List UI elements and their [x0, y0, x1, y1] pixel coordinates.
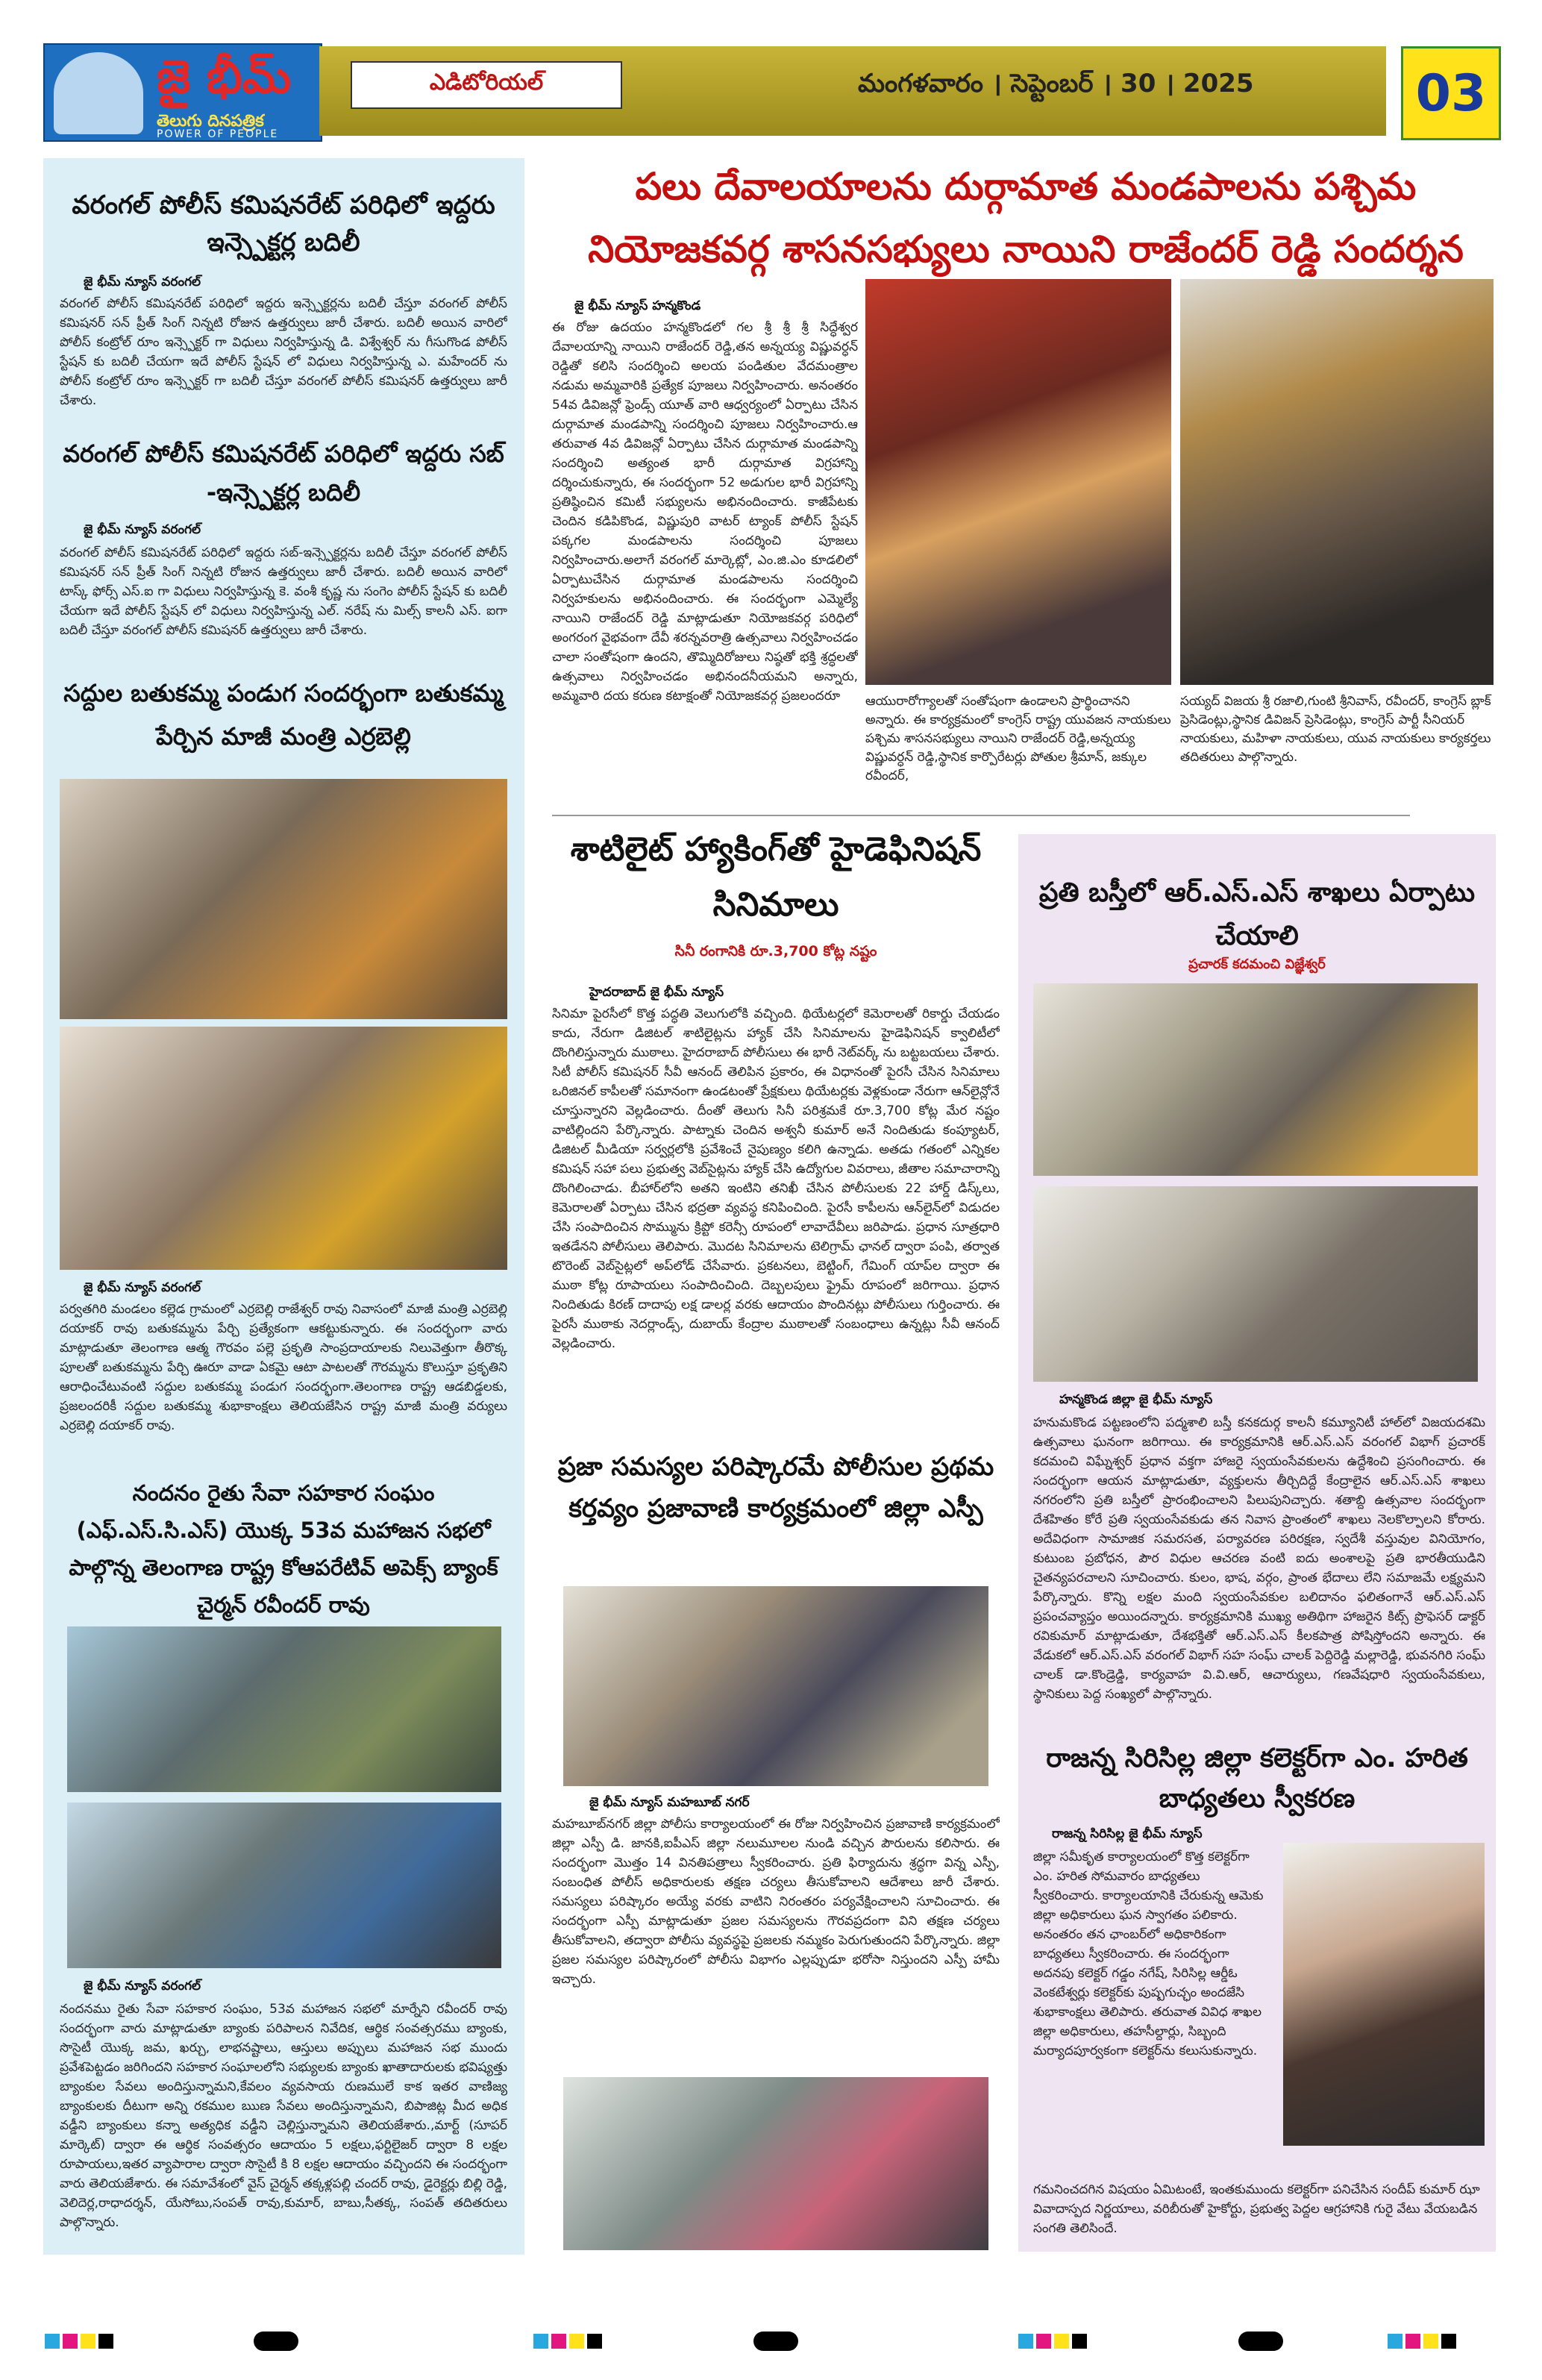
- masthead-title: జై భీమ్: [157, 49, 292, 104]
- masthead: [43, 43, 322, 142]
- photo-caption: ఆయురారోగ్యాలతో సంతోషంగా ఉండాలని ప్రార్థించానని అన్నారు. ఈ కార్యక్రమంలో కాంగ్రెస్ రాష్ట్ర యువజన నాయకులు పశ్చిమ శాసనసభ్యులు నాయిని రాజేందర్ రెడ్డి,అన్నయ్య విష్ణువర్ధన్ రెడ్డి,స్థానిక కార్పొరేటర్లు పోతుల శ్రీమాన్, జక్కుల రవీందర్,: [865, 694, 1171, 783]
- headline-prajavani: ప్రజా సమస్యల పరిష్కారమే పోలీసుల ప్రథమ కర్తవ్యం ప్రజావాణి కార్యక్రమంలో జిల్లా ఎస్పీ: [557, 1452, 994, 1523]
- photo-rss-speaker: [1033, 983, 1478, 1176]
- subheadline: సినీ రంగానికి రూ.3,700 కోట్ల నష్టం: [674, 943, 877, 959]
- headline-si-transfer: వరంగల్ పోలీస్ కమిషనరేట్ పరిధిలో ఇద్దరు సబ్ -ఇన్స్పెక్టర్ల బదిలీ: [63, 439, 504, 507]
- byline: జై భీమ్ న్యూస్ హన్మకొండ: [574, 298, 701, 313]
- headline-inspector-transfer: వరంగల్ పోలీస్ కమిషనరేట్ పరిధిలో ఇద్దరు ఇన్స్పెక్టర్ల బదిలీ: [72, 190, 495, 257]
- photo-rss-audience: [1033, 1186, 1478, 1382]
- photo-caption: సయ్యద్ విజయ శ్రీ రజాలి,గుంటి శ్రీనివాస్, రవీందర్, కాంగ్రెస్ బ్లాక్ ప్రెసిడెంట్లు,స్థానిక డివిజన్ ప్రెసిడెంట్లు, కాంగ్రెస్ పార్టీ సీనియర్ నాయకులు, మహిళా నాయకులు, యువ నాయకులు కార్యకర్తలు తదితరులు పాల్గొన్నారు.: [1180, 694, 1491, 765]
- photo-cooperative-1: [67, 1626, 501, 1792]
- photo-durga-idol: [865, 279, 1171, 685]
- article-body: నందనము రైతు సేవా సహకార సంఘం, 53వ మహాజన సభలో మార్నేని రవీందర్ రావు సందర్భంగా వారు మాట్లాడుతూ బ్యాంకు పరిపాలన నివేదిక, ఆర్థిక సంవత్సరము బ్యాంకు, సొసైటీ యొక్క జమ, ఖర్చు, లాభనష్టాలు, ఆస్తులు అప్పులు మహాజన సభ ముందు ప్రవేశపెట్టడం జరిగిందని సహకార సంఘాలలోని సభ్యులకు బ్యాంకు ఖాతాదారులకు భవిష్యత్తు బ్యాంకుల సేవలు అందిస్తున్నామని,కేవలం వ్యవసాయ రుణములే కాక ఇతర వాణిజ్య బ్యాంకులకు దీటుగా అన్ని రకముల ఋణ సేవలు అందిస్తున్నామని, బిపాజిట్ల మీద అధిక వడ్డీని బ్యాంకులు కన్నా అత్యధిక వడ్డీని చెల్లిస్తున్నామని తెలియజేశారు.,మార్ట్ (సూపర్ మార్కెట్) ద్వారా ఈ ఆర్థిక సంవత్సరం ఆదాయం 5 లక్షలు,ఫర్టిలైజర్ ద్వారా 8 లక్షల రూపాయలు,ఇతర వ్యాపారాల ద్వారా సొసైటీ కి 8 లక్షల ఆదాయం వచ్చిందని ఈ సందర్భంగా వారు తెలియజేశారు. ఈ సమావేశంలో వైస్ చైర్మన్ తక్కళ్లపల్లి చందర్ రావు, డైరెక్టర్లు బిల్లి రెడ్డి, వెలిదెర్ల,రాధాదర్శన్, యేసోబు,సంపత్ రావు,కుమార్, బాబు,సీతక్క, సంపత్ తదితరులు పాల్గొన్నారు.: [60, 2002, 507, 2230]
- article-body: పర్వతగిరి మండలం కల్లెడ గ్రామంలో ఎర్రబెల్లి రాజేశ్వర్ రావు నివాసంలో మాజీ మంత్రి ఎర్రబెల్లి దయాకర్ రావు బతుకమ్మను పేర్చి ప్రత్యేకంగా ఆకట్టుకున్నారు. ఈ సందర్భంగా వారు మాట్లాడుతూ తెలంగాణ ఆత్మ గౌరవం పల్లె ప్రకృతి సాంప్రదాయాలకు నిలువెత్తుగా తీరొక్క పూలతో బతుకమ్మను పేర్చి ఊరూ వాడా ఏకమై ఆటా పాటలతో గౌరమ్మను కొలుస్తూ ప్రకృతిని ఆరాధించేటువంటి సద్దుల బతుకమ్మ పండుగ సందర్భంగా.తెలంగాణ రాష్ట్ర ఆడబిడ్డలకు, ప్రజలందరికీ సద్దుల బతుకమ్మ శుభాకాంక్షలు తెలియజేసిన రాష్ట్ర మాజీ మంత్రి వర్యులు ఎర్రబెల్లి దయాకర్ రావు.: [60, 1302, 507, 1433]
- registration-pill: [254, 2332, 298, 2351]
- divider: [552, 815, 1410, 816]
- article-body: సినిమా పైరసీలో కొత్త పద్ధతి వెలుగులోకి వచ్చింది. థియేటర్లలో కెమెరాలతో రికార్డు చేయడం కాదు, నేరుగా డిజిటల్ శాటిలైట్లను హ్యాక్ చేసి సినిమాలను హైడెఫినిషన్ క్వాలిటీలో దొంగిలిస్తున్నారు ముఠాలు. హైదరాబాద్ పోలీసులు ఈ భారీ నెట్‌వర్క్ ను బట్టబయలు చేశారు. సిటీ పోలీస్ కమిషనర్ సీవీ ఆనంద్ తెలిపిన ప్రకారం, ఈ విధానంతో పైరసీ చేసిన సినిమాలు ఒరిజినల్ కాపీలతో సమానంగా ఉండటంతో ప్రేక్షకులు థియేటర్లకు వెళ్లకుండా నేరుగా ఆన్‌లైన్లోనే చూస్తున్నారని వెల్లడించారు. దీంతో తెలుగు సినీ పరిశ్రమకే రూ.3,700 కోట్ల మేర నష్టం వాటిల్లిందని పేర్కొన్నారు. పాట్నాకు చెందిన అశ్వనీ కుమార్ అనే నిందితుడు కంప్యూటర్, డిజిటల్ మీడియా సర్వర్లలోకి ప్రవేశించే నైపుణ్యం కలిగి ఉన్నాడు. అతడు గతంలో ఎన్నికల కమిషన్ సహా పలు ప్రభుత్వ వెబ్‌సైట్లను హ్యాక్ చేసి ఉద్యోగుల వివరాలు, జీతాల సమాచారాన్ని దొంగిలించాడు. బీహార్‌లోని అతని ఇంటిని తనిఖీ చేసిన పోలీసులకు 22 హార్డ్ డిస్క్‌లు, కెమెరాలతో ఏర్పాటు చేసిన భద్రతా వ్యవస్థ కనిపించింది. పైరసీ కాపీలను ఆన్‌లైన్‌లో విడుదల చేసి సంపాదించిన సొమ్మును క్రిప్టో కరెన్సీ రూపంలో లావాదేవీలు జరిపాడు. ప్రధాన సూత్రధారి ఇతడేనని పోలీసులు తెలిపారు. మొదట సినిమాలను టెలిగ్రామ్ ఛానల్ ద్వారా పంపి, తర్వాత టొరెంట్ వెబ్‌సైట్లలో అప్‌లోడ్ చేసేవారు. ప్రకటనలు, బెట్టింగ్, గేమింగ్ యాప్‌ల ద్వారా ఈ ముఠా కోట్ల రూపాయలు సంపాదించింది. దెబ్బలపులు ఫ్రైమ్ రూపంలో జరిగాయి. ప్రధాన నిందితుడు కిరణ్ దాదాపు లక్ష డాలర్ల వరకు ఆదాయం పొందినట్లు పోలీసులు గుర్తించారు. ఈ పైరసీ ముఠాకు నెదర్లాండ్స్, దుబాయ్ కేంద్రాల ముఠాలతో సంబంధాలు ఉన్నట్లు సీవీ ఆనంద్ వెల్లడించారు.: [552, 1006, 1000, 1351]
- headline-rss-branches: ప్రతి బస్తీలో ఆర్.ఎస్.ఎస్ శాఖలు ఏర్పాటు చేయాలి: [1038, 877, 1476, 951]
- article-body: జిల్లా సమీకృత కార్యాలయంలో కొత్త కలెక్టర్‌గా ఎం. హరిత సోమవారం బాధ్యతలు స్వీకరించారు. కార్యాలయానికి చేరుకున్న ఆమెకు జిల్లా అధికారులు ఘన స్వాగతం పలికారు. అనంతరం తన ఛాంబర్‌లో అధికారికంగా బాధ్యతలు స్వీకరించారు. ఈ సందర్భంగా అదనపు కలెక్టర్ గడ్డం నగేష్, సిరిసిల్ల ఆర్డీఓ వెంకటేశ్వర్లు కలెక్టర్‌కు పుష్పగుచ్ఛం అందజేసి శుభాకాంక్షలు తెలిపారు. తరువాత వివిధ శాఖల జిల్లా అధికారులు, తహసీల్దార్లు, సిబ్బంది మర్యాదపూర్వకంగా కలెక్టర్‌ను కలుసుకున్నారు.: [1033, 1850, 1264, 2058]
- article-body: మహబూబ్‌నగర్ జిల్లా పోలీసు కార్యాలయంలో ఈ రోజు నిర్వహించిన ప్రజావాణి కార్యక్రమంలో జిల్లా ఎస్పీ డి. జానకి,ఐపీఎస్ జిల్లా నలుమూలల నుండి వచ్చిన పౌరులను కలిసారు. ఈ సందర్భంగా మొత్తం 14 వినతిపత్రాలు స్వీకరించారు. ప్రతి ఫిర్యాదును శ్రద్ధగా విన్న ఎస్పీ, సంబంధిత పోలీస్ అధికారులకు తక్షణ చర్యలు తీసుకోవాలని ఆదేశాలు జారీ చేశారు. సమస్యలు పరిష్కారం అయ్యే వరకు వాటిని నిరంతరం పర్యవేక్షించాలని సూచించారు. ఈ సందర్భంగా ఎస్పీ మాట్లాడుతూ ప్రజల సమస్యలను గౌరవప్రదంగా విని తక్షణ చర్యలు తీసుకోవాలని, తద్వారా పోలీసు వ్యవస్థపై ప్రజలకు నమ్మకం పెరుగుతుందని పేర్కొన్నారు. జిల్లా ప్రజల సమస్యల పరిష్కారంలో పోలీసు విభాగం ఎల్లప్పుడూ భరోసా నిస్తుందని ఎస్పీ హామీ ఇచ్చారు.: [552, 1817, 1000, 1987]
- byline: జై భీమ్ న్యూస్ వరంగల్: [84, 275, 201, 289]
- byline: జై భీమ్ న్యూస్ వరంగల్: [84, 522, 201, 537]
- color-registration-marks: [1018, 2334, 1087, 2349]
- subheadline: ప్రచారక్ కదమంచి విజ్ఞేశ్వర్: [1188, 956, 1326, 972]
- masthead-tagline: POWER OF PEOPLE: [157, 128, 279, 140]
- photo-prajavani-2: [563, 2077, 988, 2250]
- photo-collector: [1283, 1843, 1485, 2146]
- byline: జై భీమ్ న్యూస్ వరంగల్: [84, 1979, 201, 1994]
- photo-prajavani-1: [563, 1586, 988, 1786]
- photo-cooperative-2: [67, 1803, 501, 1968]
- article-body: ఈ రోజు ఉదయం హన్మకొండలో గల శ్రీ శ్రీ శ్రీ సిద్ధేశ్వర దేవాలయాన్ని నాయిని రాజేందర్ రెడ్డి,తన అన్నయ్య విష్ణువర్ధన్ రెడ్డితో కలిసి సందర్శించి అలయ పండితుల వేదమంత్రాల నడుమ అమ్మవారికి ప్రత్యేక పూజలు నిర్వహించారు. అనంతరం 54వ డివిజన్లో ఫ్రెండ్స్ యూత్ వారి ఆధ్వర్యంలో ఏర్పాటు చేసిన దుర్గామాత మండపాన్ని సందర్శించి పూజలు నిర్వహించారు.ఆ తరువాత 4వ డివిజన్లో ఏర్పాటు చేసిన దుర్గామాత మండపాన్ని సందర్శించి అత్యంత భారీ దుర్గామాత విగ్రహాన్ని దర్శించుకున్నారు, ఈ సందర్భంగా 52 అడుగుల భారీ విగ్రహాన్ని ప్రతిష్ఠించిన కమిటీ సభ్యులను అభినందించారు. కాజీపేటకు చెందిన కడిపికొండ, విష్ణుపురి వాటర్ ట్యాంక్ పోలీస్ స్టేషన్ పక్కగల మండపాలను సందర్శించి పూజలు నిర్వహించారు.అలాగే వరంగల్ మార్కెట్లో, ఎం.జి.ఎం కూడలిలో ఏర్పాటుచేసిన దుర్గామాత మండపాలను సందర్శించి నిర్వహకులను అభినందించారు. ఈ సందర్భంగా ఎమ్మెల్యే నాయిని రాజేందర్ రెడ్డి మాట్లాడుతూ నియోజకవర్గ పరిధిలో అంగరంగ వైభవంగా దేవీ శరన్నవరాత్రి ఉత్సవాలు నిర్వహించడం చాలా సంతోషంగా ఉందని, తొమ్మిదిరోజులు నిష్ఠతో భక్తి శ్రద్ధలతో ఉత్సవాలు నిర్వహించడం అభినందనీయమని అన్నారు, అమ్మవారి దయ కరుణ కటాక్షంతో నియోజకవర్గ ప్రజలందరూ: [552, 320, 858, 704]
- byline: రాజన్న సిరిసిల్ల జై భీమ్ న్యూస్: [1052, 1826, 1203, 1841]
- article-body: హనుమకొండ పట్టణంలోని పద్మశాలి బస్తీ కనకదుర్గ కాలనీ కమ్యూనిటీ హాల్‌లో విజయదశమి ఉత్సవాలు ఘనంగా జరిగాయి. ఈ కార్యక్రమానికి ఆర్.ఎస్.ఎస్ వరంగల్ విభాగ్ ప్రచారక్ కదమంచి విఘ్నేశ్వర్ ప్రధాన వక్తగా హాజరై స్వయంసేవకులను ఉద్దేశించి ప్రసంగించారు. ఈ సందర్భంగా ఆయన మాట్లాడుతూ, వ్యక్తులను తీర్చిదిద్దే కేంద్రాలైన ఆర్.ఎస్.ఎస్ శాఖలు నగరంలోని ప్రతి బస్తీలో ప్రారంభించాలని పిలుపునిచ్చారు. శతాబ్ది ఉత్సవాల సందర్భంగా దేశహితం కోరే ప్రతి స్వయంసేవకుడు తన నివాస ప్రాంతంలో శాఖలు నెలకొల్పాలని కోరారు. అదేవిధంగా సామాజిక సమరసత, పర్యావరణ పరిరక్షణ, స్వదేశీ వస్తువుల వినియోగం, కుటుంబ ప్రబోధన, పౌర విధుల ఆచరణ వంటి ఐదు అంశాలపై ప్రతి భారతీయుడిని చైతన్యపరచాలని సూచించారు. కులం, భాష, వర్గం, ప్రాంత భేదాలు లేని సమాజమే లక్ష్యమని పేర్కొన్నారు. కొన్ని లక్షల మంది స్వయంసేవకుల బలిదానం ఫలితంగానే ఆర్.ఎస్.ఎస్ ప్రపంచవ్యాప్తం అయిందన్నారు. కార్యక్రమానికి ముఖ్య అతిథిగా హాజరైన కిట్స్ ప్రొఫెసర్ డాక్టర్ రవికుమార్ మాట్లాడుతూ, దేశభక్తితో ఆర్.ఎస్.ఎస్ కీలకపాత్ర పోషిస్తోందని అన్నారు. ఈ వేడుకలో ఆర్.ఎస్.ఎస్ వరంగల్ విభాగ్ సహ సంఘ్ చాలక్ పెద్దిరెడ్డి మల్లారెడ్డి, భువనగిరి సంఘ్ చాలక్ డా.కొండ్రెడ్డి, కార్యవాహ వి.వి.ఆర్, ఆచార్యులు, గణవేషధారి స్వయంసేవకులు, స్థానికులు పెద్ద సంఖ్యలో పాల్గొన్నారు.: [1033, 1415, 1485, 1702]
- masthead-portrait: [54, 52, 143, 134]
- headline-collector: రాజన్న సిరిసిల్ల జిల్లా కలెక్టర్‌గా ఎం. హరిత బాధ్యతలు స్వీకరణ: [1046, 1744, 1468, 1814]
- headline-satellite-hacking: శాటిలైట్ హ్యాకింగ్‌తో హైడెఫినిషన్ సినిమాలు: [570, 830, 982, 924]
- headline-cooperative-meeting: నందనం రైతు సేవా సహకార సంఘం (ఎఫ్.ఎస్.సి.ఎస్) యొక్క 53వ మహాజన సభలో పాల్గొన్న తెలంగాణ రాష్ట్ర కోఆపరేటివ్ అపెక్స్ బ్యాంక్ చైర్మన్ రవీందర్ రావు: [69, 1480, 498, 1618]
- article-body: గమనించదగిన విషయం ఏమిటంటే, ఇంతకుముందు కలెక్టర్‌గా పనిచేసిన సందీప్ కుమార్ ఝా వివాదాస్పద నిర్ణయాలు, వరిబీరుతో హైకోర్టు, ప్రభుత్వ పెద్దల ఆగ్రహానికి గురై వేటు వేయబడిన సంగతి తెలిసిందే.: [1033, 2182, 1480, 2236]
- page-number: 03: [1401, 46, 1501, 140]
- color-registration-marks: [533, 2334, 602, 2349]
- registration-pill: [753, 2332, 798, 2351]
- masthead-subtitle: తెలుగు దినపత్రిక: [157, 112, 264, 131]
- photo-bathukamma-1: [60, 779, 507, 1019]
- byline: హైదరాబాద్ జై భీమ్ న్యూస్: [589, 985, 724, 1000]
- article-body: వరంగల్ పోలీస్ కమిషనరేట్ పరిధిలో ఇద్దరు సబ్-ఇన్స్పెక్టర్లను బదిలీ చేస్తూ వరంగల్ పోలీస్ కమిషనర్ సన్ ప్రీత్ సింగ్ నిన్నటి రోజున ఉత్తర్వులు జారీ చేశారు. బదిలీ అయిన వారిలో టాస్క్ ఫోర్స్ ఎస్.ఐ గా విధులు నిర్వహిస్తున్న కె. వంశీ కృష్ణ ను సంగెం పోలీస్ స్టేషన్ కు బదిలీ చేయగా ఇదే పోలీస్ స్టేషన్ లో విధులు నిర్వహిస్తున్న ఎల్. నరేష్ ను మిల్స్ కాలనీ ఎస్. ఐగా బదిలీ చేస్తూ వరంగల్ పోలీస్ కమిషనర్ ఉత్తర్వులు జారీ చేశారు.: [60, 545, 507, 638]
- headline-bathukamma: సద్దుల బతుకమ్మ పండుగ సందర్భంగా బతుకమ్మ పేర్చిన మాజీ మంత్రి ఎర్రబెల్లి: [63, 679, 504, 751]
- headline-temple-visit: పలు దేవాలయాలను దుర్గామాత మండపాలను పశ్చిమ నియోజకవర్గ శాసనసభ్యులు నాయిని రాజేందర్ రెడ్డి సందర్శన: [588, 165, 1464, 271]
- photo-temple-puja: [1180, 279, 1494, 685]
- issue-date: మంగళవారం । సెప్టెంబర్ । 30 । 2025: [858, 69, 1254, 98]
- registration-pill: [1238, 2332, 1283, 2351]
- article-body: వరంగల్ పోలీస్ కమిషనరేట్ పరిధిలో ఇద్దరు ఇన్స్పెక్టర్లను బదిలీ చేస్తూ వరంగల్ పోలీస్ కమిషనర్ సన్ ప్రీత్ సింగ్ నిన్నటి రోజున ఉత్తర్వులు జారీ చేశారు. బదిలీ అయిన వారిలో పోలీస్ కంట్రోల్ రూం ఇన్స్పెక్టర్ గా విధులు నిర్వహిస్తున్న డి. విశ్వేశ్వర్ ను గీసుగొండ పోలీస్ స్టేషన్ కు బదిలీ చేయగా ఇదే పోలీస్ స్టేషన్ లో విధులు నిర్వహిస్తున్న ఎ. మహేందర్ ను పోలీస్ కంట్రోల్ రూం ఇన్స్పెక్టర్ గా బదిలీ చేస్తూ వరంగల్ పోలీస్ కమిషనర్ ఉత్తర్వులు జారీ చేశారు.: [60, 296, 507, 408]
- section-label: ఎడిటోరియల్: [351, 61, 622, 109]
- byline: జై భీమ్ న్యూస్ వరంగల్: [84, 1280, 201, 1295]
- byline: జై భీమ్ న్యూస్ మహబూబ్ నగర్: [589, 1795, 750, 1810]
- color-registration-marks: [45, 2334, 113, 2349]
- byline: హన్మకొండ జిల్లా జై భీమ్ న్యూస్: [1059, 1392, 1213, 1407]
- color-registration-marks: [1388, 2334, 1456, 2349]
- photo-bathukamma-2: [60, 1027, 507, 1270]
